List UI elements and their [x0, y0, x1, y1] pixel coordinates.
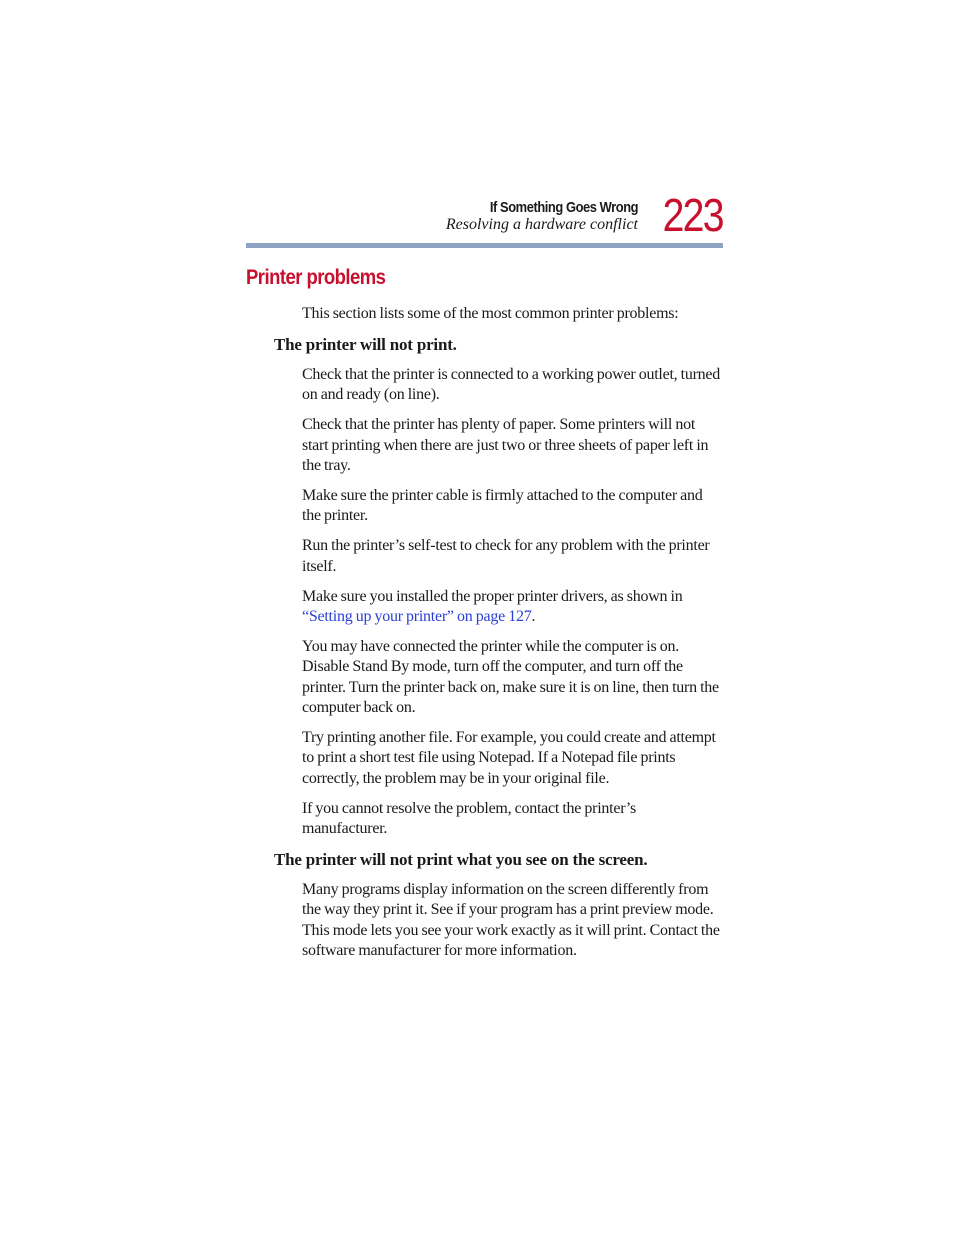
running-head — [446, 199, 638, 234]
paragraph: If you cannot resolve the problem, contact the printer’s manufacturer. — [302, 799, 637, 838]
section-intro: This section lists some of the most common printer problems: — [302, 305, 679, 322]
cross-reference-link[interactable]: “Setting up your printer” on page 127 — [302, 607, 532, 625]
paragraph: Try printing another file. For example, you could create and attempt to print a short test file using Notepad. If a Notepad file prints correctly, the problem may be in your original file. — [302, 729, 716, 787]
content-body — [274, 304, 724, 971]
paragraph: Check that the printer has plenty of paper. Some printers will not start printing when there are just two or three sheets of paper left in the tray. — [302, 416, 709, 475]
section-subtitle: Resolving a hardware conflict — [445, 216, 638, 233]
problem-heading-screen-mismatch: The printer will not print what you see on the screen. — [274, 850, 648, 870]
paragraph: Many programs display information on the screen differently from the way they print it. See if your program has a print preview mode. This mode lets you see your work exactly as it will print. Contact the software manufacturer for more information. — [302, 881, 720, 960]
paragraph: Make sure the printer cable is firmly attached to the computer and the printer. — [302, 486, 703, 525]
paragraph: Check that the printer is connected to a working power outlet, turned on and ready (on line). — [302, 365, 721, 404]
page-header — [246, 189, 723, 241]
paragraph: You may have connected the printer while the computer is on. Disable Stand By mode, turn off the computer, and turn off the printer. Turn the printer back on, make sure it is on line, then turn the computer back on. — [302, 637, 719, 717]
paragraph: Run the printer’s self-test to check for any problem with the printer itself. — [302, 537, 710, 575]
problem-heading-will-not-print: The printer will not print. — [274, 334, 457, 354]
paragraph-with-link — [302, 587, 724, 628]
chapter-title: If Something Goes Wrong — [489, 199, 638, 216]
page-number: 223 — [662, 189, 723, 241]
paragraph-text: Make sure you installed the proper printer drivers, as shown in — [302, 587, 683, 605]
section-heading: Printer problems — [246, 266, 386, 289]
header-divider — [246, 243, 723, 248]
paragraph-text: . — [531, 607, 536, 625]
